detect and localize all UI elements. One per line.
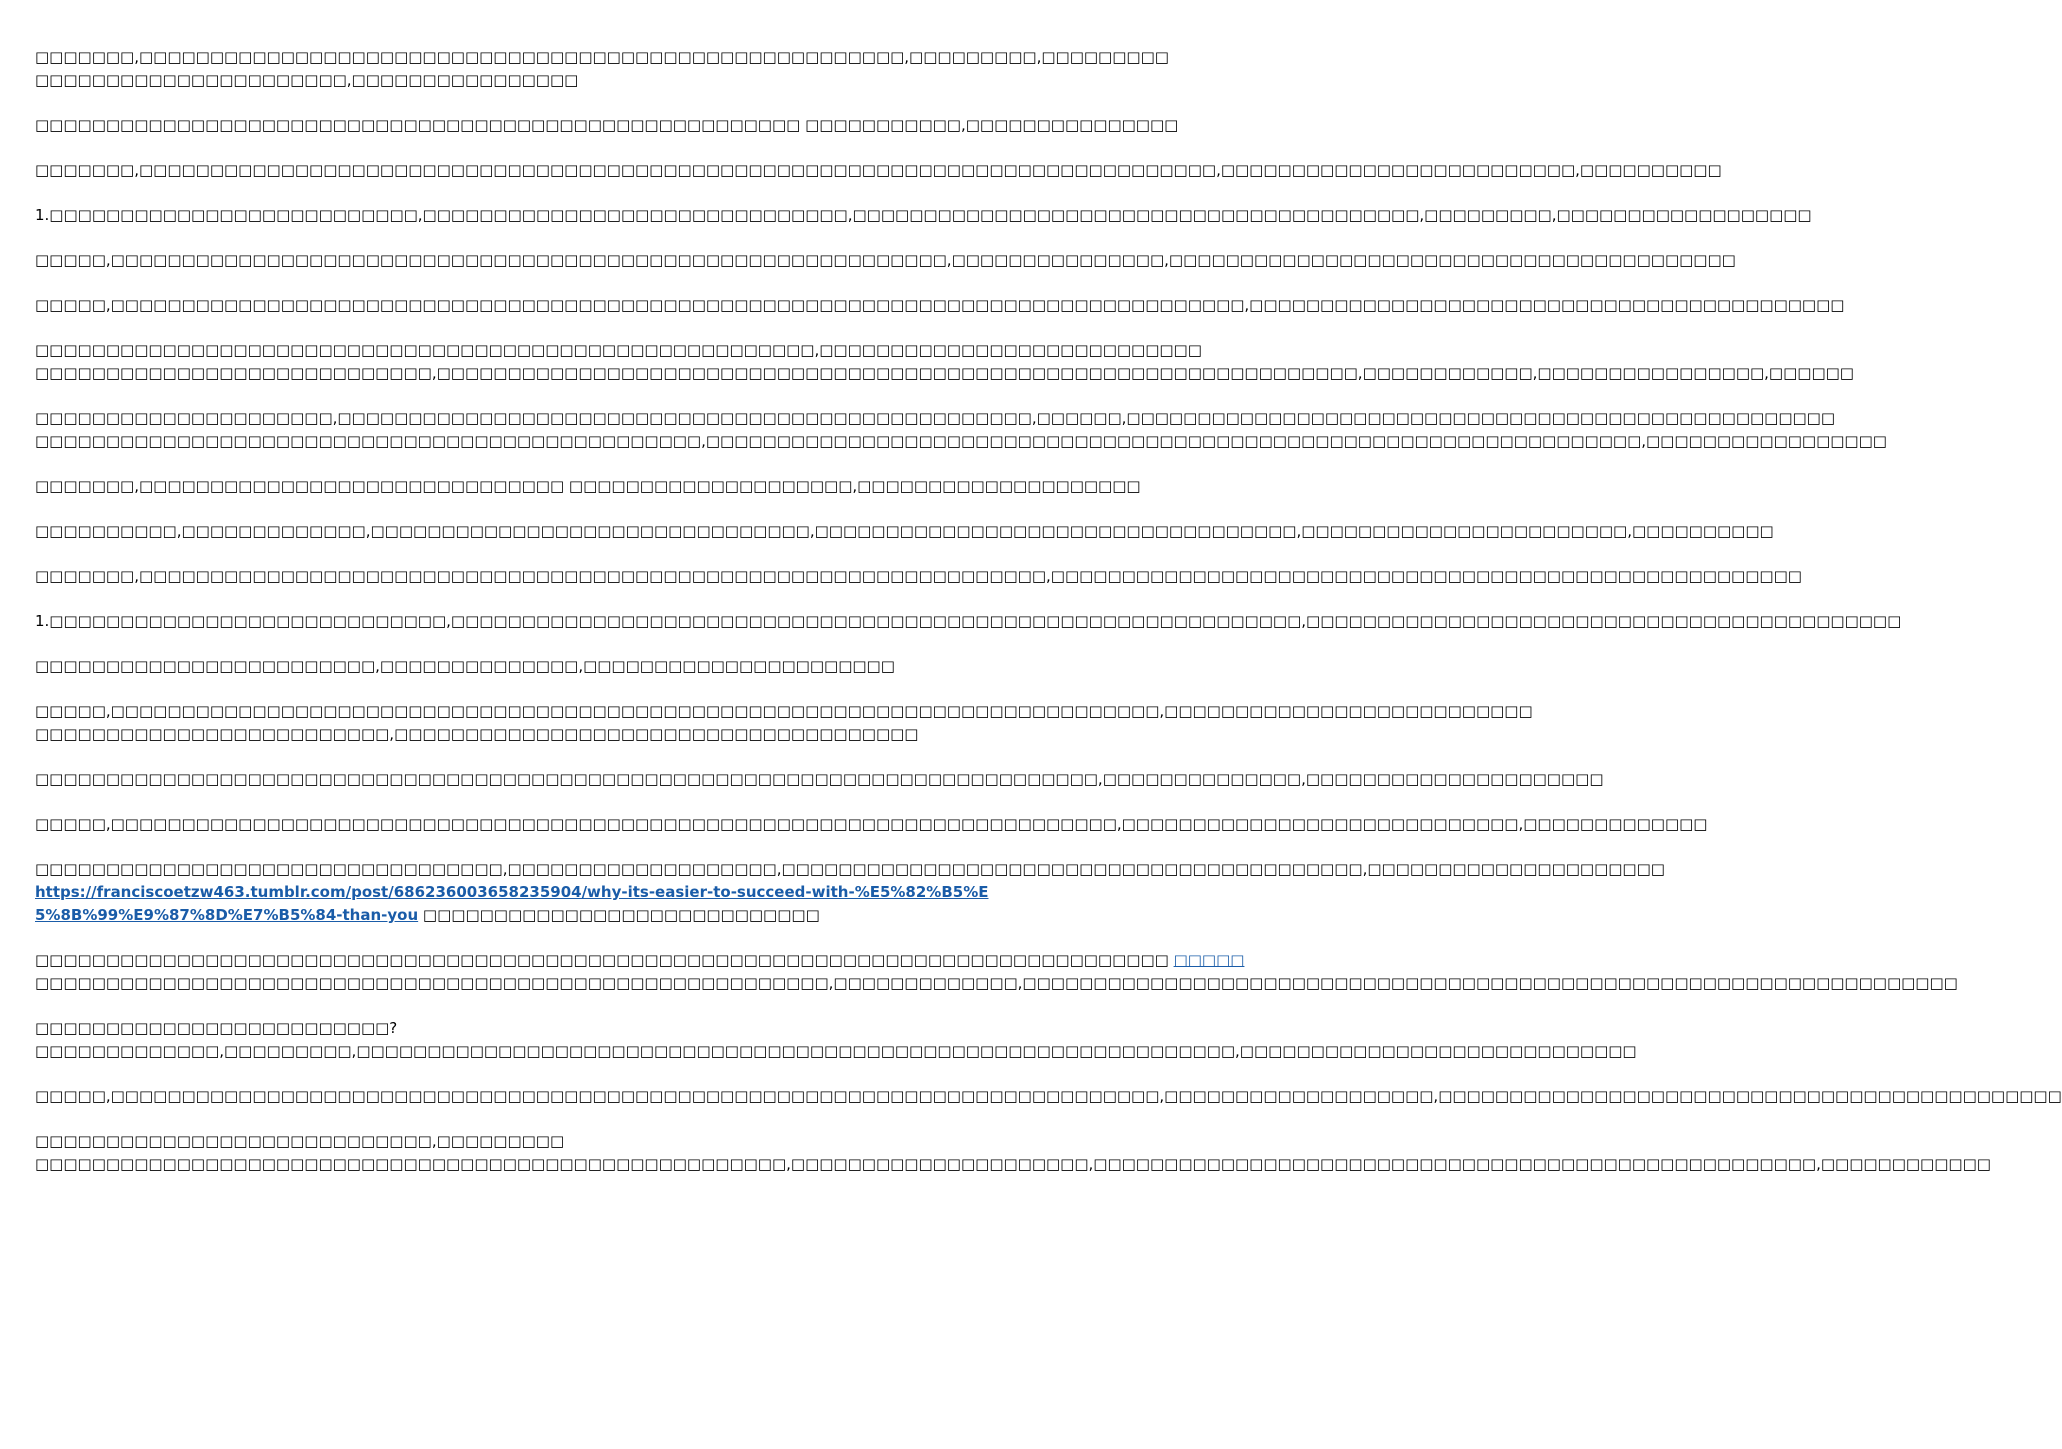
text-line: □□□□□□□,□□□□□□□□□□□□□□□□□□□□□□□□□□□□□□□□□□□□□□□□□□□□□□□□□□□□□□□□□□□□□□□□□□□□□□□□□□□□,□□□□□□□□□□□□□□□□□□□□□□□□□,□□□□□□□□□□ xyxy=(35,161,1722,179)
text-line: □□□□□□□□□□□□□□□□□□□□□,□□□□□□□□□□□□□□□□□□□□□□□□□□□□□□□□□□□□□□□□□□□□□□□□□,□□□□□□,□□□□□□□□□□□□□□□□□□□□□□□□□□□□□□□□□□□□□□□□□□□□□□□□□□ xyxy=(35,409,1836,427)
text-line xyxy=(35,881,989,927)
text-line: □□□□□,□□□□□□□□□□□□□□□□□□□□□□□□□□□□□□□□□□□□□□□□□□□□□□□□□□□□□□□□□□□□□□□□□□□□□□□□□□,□□□□□□□□□□□□□□□□□□□,□□□□□□□□□□□□□□□□□□□□□□□□□□□□□□□□□□□□□□□□□□□□ xyxy=(35,1087,2062,1105)
short-link-paragraph xyxy=(35,949,1958,995)
paragraph xyxy=(35,249,1736,272)
text-line: □□□□□,□□□□□□□□□□□□□□□□□□□□□□□□□□□□□□□□□□□□□□□□□□□□□□□□□□□□□□□□□□□,□□□□□□□□□□□□□□□,□□□□□□□□□□□□□□□□□□□□□□□□□□□□□□□□□□□□□□□□ xyxy=(35,251,1736,269)
text-line: □□□□□□□□□□□□□□□□□□□□□□□□,□□□□□□□□□□□□□□,□□□□□□□□□□□□□□□□□□□□□□ xyxy=(35,657,895,675)
link-paragraph xyxy=(35,858,1665,927)
text-line: □□□□□□□,□□□□□□□□□□□□□□□□□□□□□□□□□□□□□□□□□□□□□□□□□□□□□□□□□□□□□□,□□□□□□□□□,□□□□□□□□□ xyxy=(35,48,1169,66)
paragraph xyxy=(35,1085,2062,1108)
text-line: □□□□□□□□□□□□□,□□□□□□□□□,□□□□□□□□□□□□□□□□□□□□□□□□□□□□□□□□□□□□□□□□□□□□□□□□□□□□□□□□□□□□□□,□□□□□□□□□□□□□□□□□□□□□□□□□□□□ xyxy=(35,1042,1637,1060)
text-line: □□□□□□□□□□□□□□□□□□□□□□□□□□□□,□□□□□□□□□ xyxy=(35,1132,565,1150)
paragraph xyxy=(35,1017,1637,1063)
paragraph xyxy=(35,475,1141,498)
paragraph xyxy=(35,1130,1991,1176)
link-trailing-text: □□□□□□□□□□□□□□□□□□□□□□□□□□□□ xyxy=(418,906,820,924)
text-line: 1.□□□□□□□□□□□□□□□□□□□□□□□□□□,□□□□□□□□□□□□□□□□□□□□□□□□□□□□□□,□□□□□□□□□□□□□□□□□□□□□□□□□□□□□□□□□□□□□□□□,□□□□□□□□□,□□□□□□□□□□□□□□□□□□ xyxy=(35,206,1812,224)
text-line: 1.□□□□□□□□□□□□□□□□□□□□□□□□□□□□,□□□□□□□□□□□□□□□□□□□□□□□□□□□□□□□□□□□□□□□□□□□□□□□□□□□□□□□□□□□□,□□□□□□□□□□□□□□□□□□□□□□□□□□□□□□□□□□□□□□□□□□ xyxy=(35,612,1902,630)
paragraph xyxy=(35,339,1854,385)
text-line: □□□□□□□□□□□□□□□□□□□□□□□□□□□□□□□□□□□□□□□□□□□□□□□□□□□□□□□□□□□□□□□□□□□□□□□□□□□,□□□□□□□□□□□□□□,□□□□□□□□□□□□□□□□□□□□□ xyxy=(35,770,1604,788)
inline-link[interactable]: □□□□□ xyxy=(1173,951,1245,969)
text-line xyxy=(35,949,1245,972)
text-line: □□□□□,□□□□□□□□□□□□□□□□□□□□□□□□□□□□□□□□□□□□□□□□□□□□□□□□□□□□□□□□□□□□□□□□□□□□□□□□□□□□□□□□,□□□□□□□□□□□□□□□□□□□□□□□□□□□□□□□□□□□□□□□□□□ xyxy=(35,296,1845,314)
paragraph xyxy=(35,768,1604,791)
text-line: □□□□□□□□□□□□□□□□□□□□□□□□□□□□□□□□□□□□□□□□□□□□□□□□□□□□□□□,□□□□□□□□□□□□□□□□□□□□□□□□□□□ xyxy=(35,341,1202,359)
text-line: □□□□□□□,□□□□□□□□□□□□□□□□□□□□□□□□□□□□□□ □□□□□□□□□□□□□□□□□□□□,□□□□□□□□□□□□□□□□□□□□ xyxy=(35,477,1141,495)
paragraph xyxy=(35,407,1887,453)
text-span: □□□□□□□□□□□□□□□□□□□□□□□□□□□□□□□□□□□□□□□□□□□□□□□□□□□□□□□□□□□□□□□□□□□□□□□□□□□□□□□□ xyxy=(35,951,1174,969)
text-line: □□□□□□□□□□□□□□□□□□□□□□□□□□□□□□□□□□□□□□□□□□□□□□□□□□□□□□ □□□□□□□□□□□,□□□□□□□□□□□□□□□ xyxy=(35,116,1179,134)
text-line: □□□□□,□□□□□□□□□□□□□□□□□□□□□□□□□□□□□□□□□□□□□□□□□□□□□□□□□□□□□□□□□□□□□□□□□□□□□□□□□□,□□□□□□□□□□□□□□□□□□□□□□□□□□ xyxy=(35,702,1533,720)
paragraph xyxy=(35,565,1802,588)
paragraph xyxy=(35,159,1722,182)
paragraph xyxy=(35,700,1533,746)
external-link[interactable]: https://franciscoetzw463.tumblr.com/post/686236003658235904/why-its-easier-to-succeed-with-%E5%82%B5%E5%8B%99%E9%87%8D%E7%B5%84-than-you xyxy=(35,883,989,924)
text-line: □□□□□□□□□□□□□□□□□□□□□□□□□□□□,□□□□□□□□□□□□□□□□□□□□□□□□□□□□□□□□□□□□□□□□□□□□□□□□□□□□□□□□□□□□□□□□□,□□□□□□□□□□□□,□□□□□□□□□□□□□□□□,□□□□□□ xyxy=(35,364,1854,382)
paragraph xyxy=(35,294,1845,317)
text-line: □□□□□□□□□□,□□□□□□□□□□□□□,□□□□□□□□□□□□□□□□□□□□□□□□□□□□□□□,□□□□□□□□□□□□□□□□□□□□□□□□□□□□□□□□□□,□□□□□□□□□□□□□□□□□□□□□□□,□□□□□□□□□□ xyxy=(35,522,1774,540)
text-line: □□□□□□□□□□□□□□□□□□□□□□□□□□□□□□□□□□□□□□□□□□□□□□□,□□□□□□□□□□□□□□□□□□□□□□□□□□□□□□□□□□□□□□□□□□□□□□□□□□□□□□□□□□□□□□□□□□,□□□□□□□□□□□□□□□□□ xyxy=(35,432,1887,450)
text-line: □□□□□□□□□□□□□□□□□□□□□□□□□□□□□□□□□,□□□□□□□□□□□□□□□□□□□,□□□□□□□□□□□□□□□□□□□□□□□□□□□□□□□□□□□□□□□□□,□□□□□□□□□□□□□□□□□□□□□ xyxy=(35,860,1665,878)
text-line: □□□□□,□□□□□□□□□□□□□□□□□□□□□□□□□□□□□□□□□□□□□□□□□□□□□□□□□□□□□□□□□□□□□□□□□□□□□□□,□□□□□□□□□□□□□□□□□□□□□□□□□□□□,□□□□□□□□□□□□□ xyxy=(35,815,1708,833)
paragraph xyxy=(35,204,1812,227)
text-line: □□□□□□□□□□□□□□□□□□□□□□□□□□□□□□□□□□□□□□□□□□□□□□□□□□□□□□□□,□□□□□□□□□□□□□,□□□□□□□□□□□□□□□□□□□□□□□□□□□□□□□□□□□□□□□□□□□□□□□□□□□□□□□□□□□□□□□□□□ xyxy=(35,974,1958,992)
text-line: □□□□□□□,□□□□□□□□□□□□□□□□□□□□□□□□□□□□□□□□□□□□□□□□□□□□□□□□□□□□□□□□□□□□□□□□,□□□□□□□□□□□□□□□□□□□□□□□□□□□□□□□□□□□□□□□□□□□□□□□□□□□□□ xyxy=(35,567,1802,585)
paragraph xyxy=(35,610,1902,633)
text-line: □□□□□□□□□□□□□□□□□□□□□□□□□□□□□□□□□□□□□□□□□□□□□□□□□□□□□,□□□□□□□□□□□□□□□□□□□□□,□□□□□□□□□□□□□□□□□□□□□□□□□□□□□□□□□□□□□□□□□□□□□□□□□□□,□□□□□□□□□□□□ xyxy=(35,1155,1991,1173)
paragraph xyxy=(35,114,1179,137)
paragraph xyxy=(35,813,1708,836)
text-line: □□□□□□□□□□□□□□□□□□□□□□□□□? xyxy=(35,1019,398,1037)
paragraph xyxy=(35,655,989,678)
document-body xyxy=(35,46,2062,1198)
paragraph xyxy=(35,46,1169,92)
paragraph xyxy=(35,520,1774,543)
text-line: □□□□□□□□□□□□□□□□□□□□□□□□□,□□□□□□□□□□□□□□□□□□□□□□□□□□□□□□□□□□□□□ xyxy=(35,725,919,743)
text-line: □□□□□□□□□□□□□□□□□□□□□□,□□□□□□□□□□□□□□□□ xyxy=(35,71,579,89)
